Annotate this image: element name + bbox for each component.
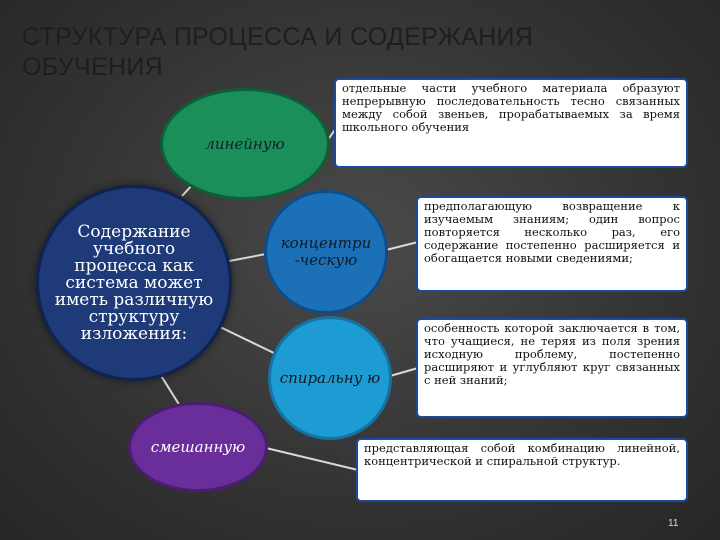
node-spiral-label: спиральну ю (279, 368, 381, 387)
page-number: 11 (668, 518, 679, 529)
node-linear-label: линейную (205, 134, 285, 153)
desc-concentric: предполагающую возвращение к изучаемым знаниям; один вопрос повторяется несколько раз, его содержание постепенно расширяется и обогащается новыми сведениями; (416, 196, 688, 292)
desc-spiral: особенность которой заключается в том, что учащиеся, не теряя из поля зрения исходную проблему, постепенно расширяют и углубляют круг связанных с ней знаний; (416, 318, 688, 418)
node-spiral (268, 316, 392, 440)
node-mixed-label: смешанную (150, 437, 246, 456)
link-mixed-desc (266, 448, 358, 470)
node-mixed (128, 402, 268, 492)
node-concentric-label: концентри -ческую (280, 234, 372, 269)
desc-mixed: представляющая собой комбинацию линейной, концентрической и спиральной структур. (356, 438, 688, 502)
link-center-concentric (224, 254, 266, 262)
desc-linear: отдельные части учебного материала образуют непрерывную последовательность тесно связанных между собой звеньев, прорабатываемых за время школьного обучения (334, 78, 688, 168)
node-linear (160, 88, 330, 200)
link-spiral-desc (390, 368, 418, 376)
link-center-mixed (160, 374, 180, 406)
link-concentric-desc (386, 242, 418, 250)
node-concentric (264, 190, 388, 314)
slide-title: СТРУКТУРА ПРОЦЕССА И СОДЕРЖАНИЯ ОБУЧЕНИЯ (22, 23, 534, 81)
center-node (36, 185, 232, 381)
center-node-label: Содержание учебного процесса как система может иметь различную структуру изложения: (54, 221, 214, 344)
